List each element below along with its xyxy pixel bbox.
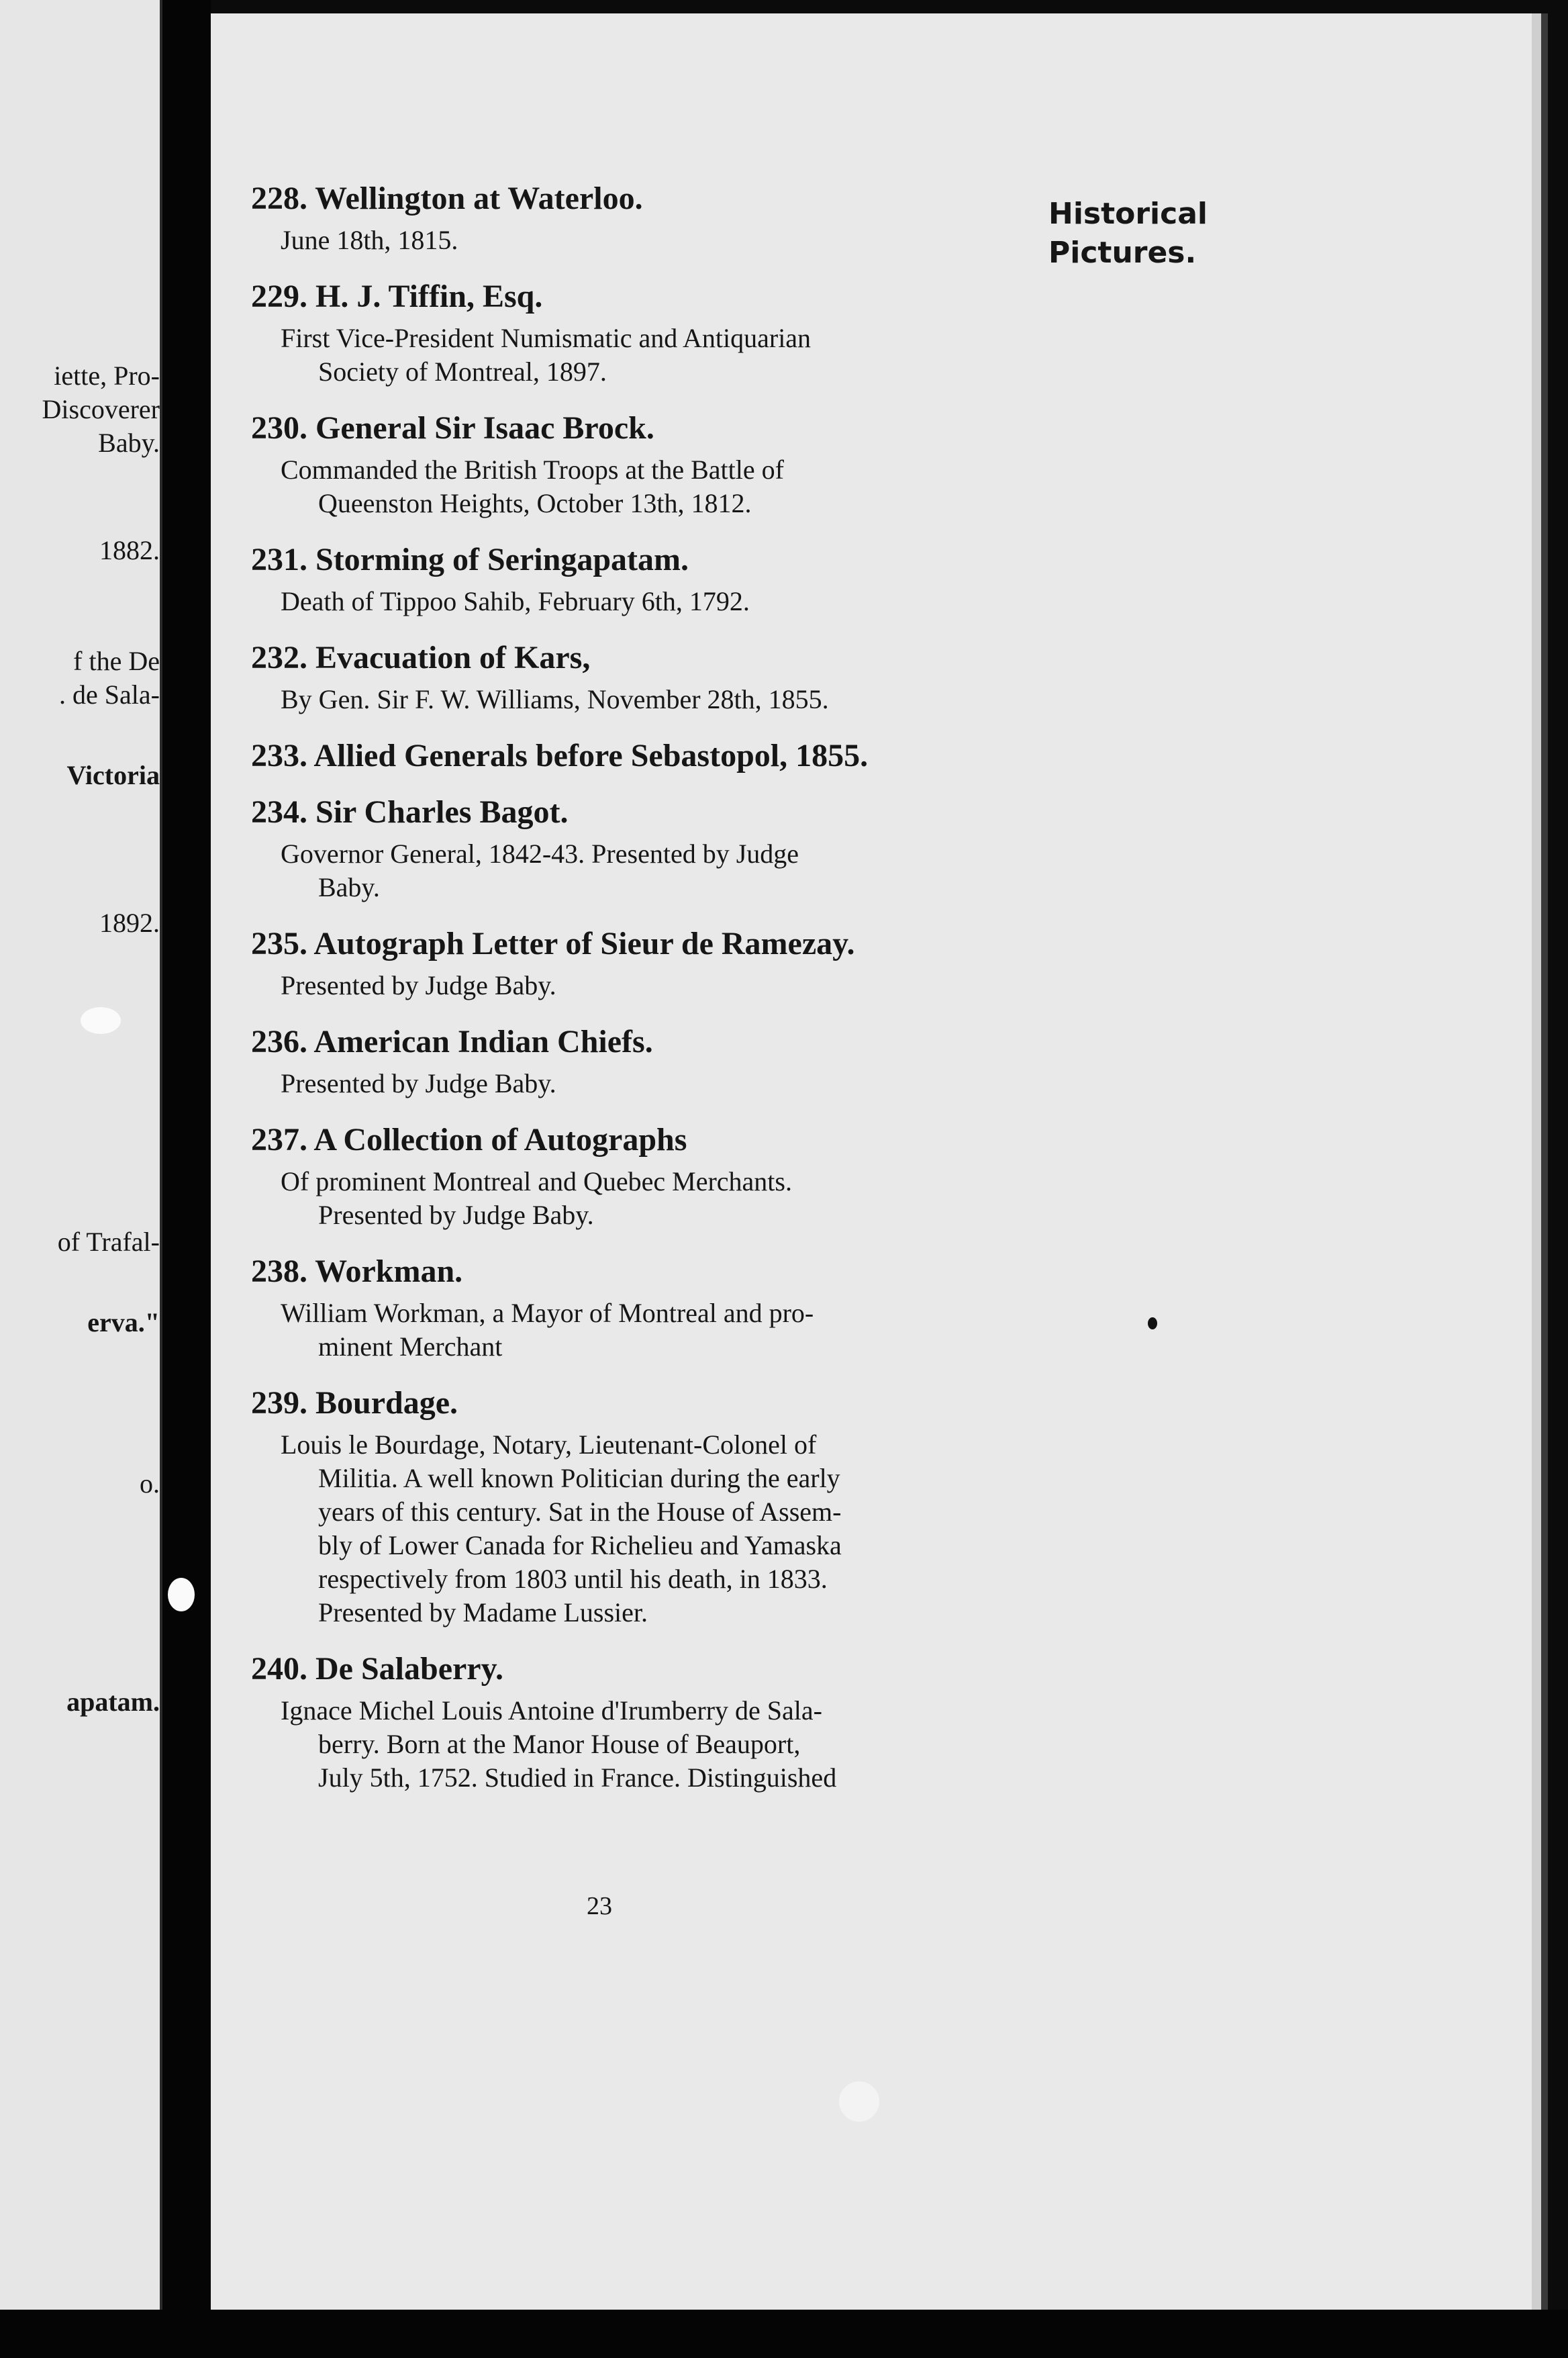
catalogue-entry: [251, 276, 1043, 389]
left-facing-page: [0, 0, 162, 2310]
catalogue-entry: [251, 408, 1043, 520]
entry-description-line: Commanded the British Troops at the Battle of: [281, 455, 784, 485]
left-page-fragment: Baby.: [98, 428, 160, 458]
entry-description-line: Baby.: [318, 872, 380, 902]
entry-title: 237. A Collection of Autographs: [251, 1122, 687, 1158]
left-page-fragment: Discoverer: [42, 394, 160, 424]
entry-title: 233. Allied Generals before Sebastopol, 1855.: [251, 738, 869, 773]
entry-description-line: bly of Lower Canada for Richelieu and Yamaska: [318, 1530, 842, 1560]
entry-title: 231. Storming of Seringapatam.: [251, 542, 689, 577]
entry-description: [281, 683, 1043, 716]
entry-title: 236. American Indian Chiefs.: [251, 1024, 653, 1059]
catalogue-entry: [251, 178, 1043, 257]
left-page-fragment: of Trafal-: [57, 1227, 160, 1257]
entry-description: [281, 585, 1043, 618]
entry-description: [281, 322, 1043, 389]
entry-description: [281, 1296, 1043, 1364]
entry-description: [281, 1428, 1043, 1630]
entry-description-line: Presented by Judge Baby.: [281, 970, 556, 1000]
entry-description-line: Presented by Judge Baby.: [318, 1200, 594, 1230]
entry-description-line: minent Merchant: [318, 1331, 503, 1362]
entry-description: [281, 1165, 1043, 1232]
scan-speck: [81, 1007, 121, 1034]
catalogue-entry: [251, 792, 1043, 904]
catalogue-entry: [251, 637, 1043, 716]
left-page-fragment: iette, Pro-: [54, 361, 160, 391]
catalogue-entry: [251, 1119, 1043, 1232]
entry-description-line: June 18th, 1815.: [281, 225, 458, 255]
entry-title: 234. Sir Charles Bagot.: [251, 794, 569, 830]
catalogue-entry: [251, 735, 1043, 777]
entry-description: [281, 1694, 1043, 1795]
catalogue-entry: [251, 1021, 1043, 1100]
sidenote-line-2: Pictures.: [1048, 236, 1197, 270]
entry-description-line: Of prominent Montreal and Quebec Merchants.: [281, 1166, 792, 1196]
catalogue-entry: [251, 923, 1043, 1002]
entry-title: 240. De Salaberry.: [251, 1651, 503, 1687]
entry-title: 232. Evacuation of Kars,: [251, 640, 591, 675]
entry-description-line: respectively from 1803 until his death, in 1833.: [318, 1564, 828, 1594]
entry-description-line: Louis le Bourdage, Notary, Lieutenant-Colonel of: [281, 1429, 817, 1460]
section-sidenote: [1048, 195, 1208, 273]
entry-description: [281, 837, 1043, 904]
left-page-fragment: erva.": [87, 1307, 160, 1337]
entry-description-line: Militia. A well known Politician during the early: [318, 1463, 840, 1493]
entry-description-line: Death of Tippoo Sahib, February 6th, 1792.: [281, 586, 750, 616]
entry-title: 230. General Sir Isaac Brock.: [251, 410, 654, 446]
scan-border: [0, 2310, 1568, 2358]
page-number: 23: [587, 1892, 612, 1920]
scan-speck: [1148, 1317, 1157, 1329]
entry-description-line: First Vice-President Numismatic and Antiquarian: [281, 323, 812, 353]
catalogue-page: [211, 13, 1548, 2316]
left-page-fragment: Victoria: [66, 760, 160, 790]
entry-description: [281, 969, 1043, 1002]
entry-title: 238. Workman.: [251, 1254, 463, 1289]
catalogue-entry: [251, 1648, 1043, 1795]
entry-description-line: years of this century. Sat in the House of Assem-: [318, 1497, 842, 1527]
entry-description-line: July 5th, 1752. Studied in France. Distinguished: [318, 1762, 837, 1793]
entry-description-line: Governor General, 1842-43. Presented by Judge: [281, 839, 799, 869]
entry-description: [281, 453, 1043, 520]
entry-title: 228. Wellington at Waterloo.: [251, 181, 643, 216]
scan-speck: [168, 1578, 195, 1611]
entry-description-line: Ignace Michel Louis Antoine d'Irumberry de Sala-: [281, 1695, 822, 1726]
scan-speck: [839, 2081, 879, 2122]
left-page-fragment: 1892.: [99, 908, 160, 938]
entry-title: 235. Autograph Letter of Sieur de Ramezay.: [251, 926, 855, 961]
left-page-fragment: apatam.: [66, 1687, 160, 1717]
left-page-fragment: 1882.: [99, 535, 160, 565]
entry-description-line: berry. Born at the Manor House of Beauport,: [318, 1729, 801, 1759]
catalogue-entry: [251, 539, 1043, 618]
left-page-fragment: . de Sala-: [59, 679, 160, 710]
entry-description: [281, 1067, 1043, 1100]
catalogue-entry: [251, 1251, 1043, 1364]
entry-description-line: Presented by Madame Lussier.: [318, 1597, 648, 1628]
catalogue-entry: [251, 1382, 1043, 1630]
entry-title: 239. Bourdage.: [251, 1385, 458, 1421]
entry-description-line: Society of Montreal, 1897.: [318, 357, 607, 387]
left-page-fragment: f the De: [73, 646, 160, 676]
entry-list: [251, 178, 1043, 1813]
left-page-fragment: o.: [140, 1468, 160, 1499]
entry-description-line: By Gen. Sir F. W. Williams, November 28th, 1855.: [281, 684, 829, 714]
book-gutter: [162, 0, 211, 2358]
entry-description-line: William Workman, a Mayor of Montreal and pro-: [281, 1298, 814, 1328]
entry-description-line: Presented by Judge Baby.: [281, 1068, 556, 1098]
entry-description-line: Queenston Heights, October 13th, 1812.: [318, 488, 752, 518]
entry-description: [281, 224, 1043, 257]
sidenote-line-1: Historical: [1048, 197, 1208, 231]
entry-title: 229. H. J. Tiffin, Esq.: [251, 279, 543, 314]
